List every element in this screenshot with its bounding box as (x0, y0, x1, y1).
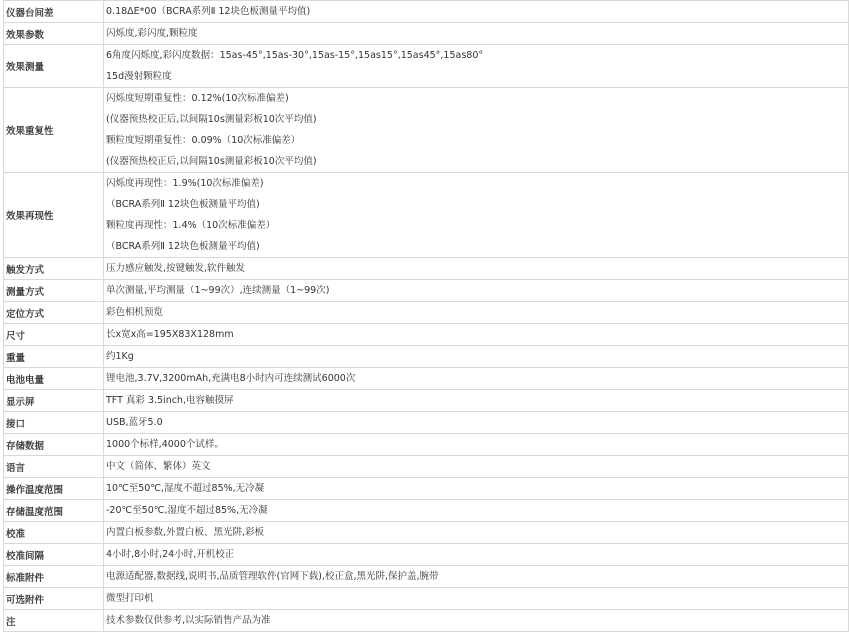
spec-value-line: 闪烁度短期重复性：0.12%(10次标准偏差) (106, 93, 289, 104)
spec-value-line: 彩色相机预览 (106, 307, 164, 318)
spec-value-line: 6角度闪烁度,彩闪度数据：15as-45°,15as-30°,15as-15°,15as15°,15as45°,15as80° (106, 50, 484, 61)
spec-row (4, 478, 849, 500)
spec-value-line: 1000个标样,4000个试样。 (106, 439, 224, 450)
spec-table-body (4, 1, 849, 632)
spec-row (4, 346, 849, 368)
spec-label: 重量 (4, 346, 104, 368)
spec-row (4, 88, 849, 173)
spec-row (4, 434, 849, 456)
spec-row (4, 412, 849, 434)
spec-label: 效果参数 (4, 23, 104, 45)
spec-value-line: 技术参数仅供参考,以实际销售产品为准 (106, 615, 271, 626)
spec-value-line: 闪烁度,彩闪度,颗粒度 (106, 28, 198, 39)
spec-label: 电池电量 (4, 368, 104, 390)
spec-row (4, 456, 849, 478)
spec-label: 显示屏 (4, 390, 104, 412)
spec-value-line: 单次测量,平均测量（1~99次）,连续测量（1~99次) (106, 285, 330, 296)
spec-value (104, 412, 849, 434)
spec-value (104, 544, 849, 566)
spec-value (104, 173, 849, 258)
spec-label: 可选附件 (4, 588, 104, 610)
spec-value-line: 微型打印机 (106, 593, 154, 604)
spec-value (104, 302, 849, 324)
spec-row (4, 588, 849, 610)
spec-row (4, 23, 849, 45)
spec-value (104, 390, 849, 412)
spec-value (104, 368, 849, 390)
spec-value (104, 23, 849, 45)
spec-value (104, 45, 849, 88)
spec-value-line: TFT 真彩 3.5inch,电容触摸屏 (106, 395, 234, 406)
spec-value (104, 610, 849, 632)
spec-row (4, 45, 849, 88)
spec-row (4, 280, 849, 302)
spec-value-line: 4小时,8小时,24小时,开机校正 (106, 549, 235, 560)
spec-row (4, 390, 849, 412)
spec-label: 语言 (4, 456, 104, 478)
spec-value-line: (仪器预热校正后,以间隔10s测量彩板10次平均值) (106, 114, 317, 125)
spec-label: 效果测量 (4, 45, 104, 88)
spec-value-line: USB,蓝牙5.0 (106, 417, 163, 428)
spec-row (4, 610, 849, 632)
spec-label: 存储数据 (4, 434, 104, 456)
spec-value-line: 闪烁度再现性：1.9%(10次标准偏差) (106, 178, 264, 189)
spec-value-line: 约1Kg (106, 351, 134, 362)
spec-value-line: 内置白板参数,外置白板、黑光阱,彩板 (106, 527, 265, 538)
spec-value-line: （BCRA系列Ⅱ 12块色板测量平均值) (106, 241, 260, 252)
spec-label: 接口 (4, 412, 104, 434)
spec-value-line: 颗粒度短期重复性：0.09%（10次标准偏差） (106, 135, 301, 146)
spec-value (104, 478, 849, 500)
spec-value-line: （BCRA系列Ⅱ 12块色板测量平均值) (106, 199, 260, 210)
spec-value-line: 压力感应触发,按键触发,软件触发 (106, 263, 246, 274)
spec-label: 仪器台间差 (4, 1, 104, 23)
spec-label: 效果再现性 (4, 173, 104, 258)
spec-row (4, 500, 849, 522)
spec-value-line: 15d漫射颗粒度 (106, 71, 172, 82)
spec-label: 注 (4, 610, 104, 632)
spec-row (4, 173, 849, 258)
spec-value-line: 电源适配器,数据线,说明书,品质管理软件(官网下载),校正盒,黑光阱,保护盖,腕带 (106, 571, 439, 582)
spec-value (104, 588, 849, 610)
spec-value-line: -20℃至50℃,湿度不超过85%,无冷凝 (106, 505, 268, 516)
spec-label: 测量方式 (4, 280, 104, 302)
spec-value-line: 10℃至50℃,湿度不超过85%,无冷凝 (106, 483, 265, 494)
spec-label: 标准附件 (4, 566, 104, 588)
spec-row (4, 302, 849, 324)
spec-row (4, 522, 849, 544)
spec-label: 定位方式 (4, 302, 104, 324)
spec-row (4, 566, 849, 588)
spec-label: 效果重复性 (4, 88, 104, 173)
spec-label: 尺寸 (4, 324, 104, 346)
spec-value (104, 346, 849, 368)
spec-row (4, 324, 849, 346)
spec-table (3, 0, 849, 632)
spec-value (104, 434, 849, 456)
spec-row (4, 258, 849, 280)
spec-value (104, 1, 849, 23)
spec-value (104, 566, 849, 588)
spec-value-line: 中文（简体、繁体）英文 (106, 461, 211, 472)
spec-row (4, 368, 849, 390)
spec-label: 校准间隔 (4, 544, 104, 566)
spec-label: 操作温度范围 (4, 478, 104, 500)
spec-value (104, 456, 849, 478)
spec-label: 存储温度范围 (4, 500, 104, 522)
spec-row (4, 1, 849, 23)
spec-row (4, 544, 849, 566)
spec-value (104, 88, 849, 173)
spec-value (104, 258, 849, 280)
spec-value-line: (仪器预热校正后,以间隔10s测量彩板10次平均值) (106, 156, 317, 167)
spec-value (104, 324, 849, 346)
spec-value-line: 0.18ΔE*00（BCRA系列Ⅱ 12块色板测量平均值) (106, 6, 311, 17)
spec-value-line: 颗粒度再现性：1.4%（10次标准偏差） (106, 220, 276, 231)
spec-value-line: 锂电池,3.7V,3200mAh,充满电8小时内可连续测试6000次 (106, 373, 356, 384)
spec-value (104, 500, 849, 522)
spec-value (104, 522, 849, 544)
spec-label: 校准 (4, 522, 104, 544)
spec-value-line: 长x宽x高=195X83X128mm (106, 329, 234, 340)
spec-label: 触发方式 (4, 258, 104, 280)
spec-value (104, 280, 849, 302)
